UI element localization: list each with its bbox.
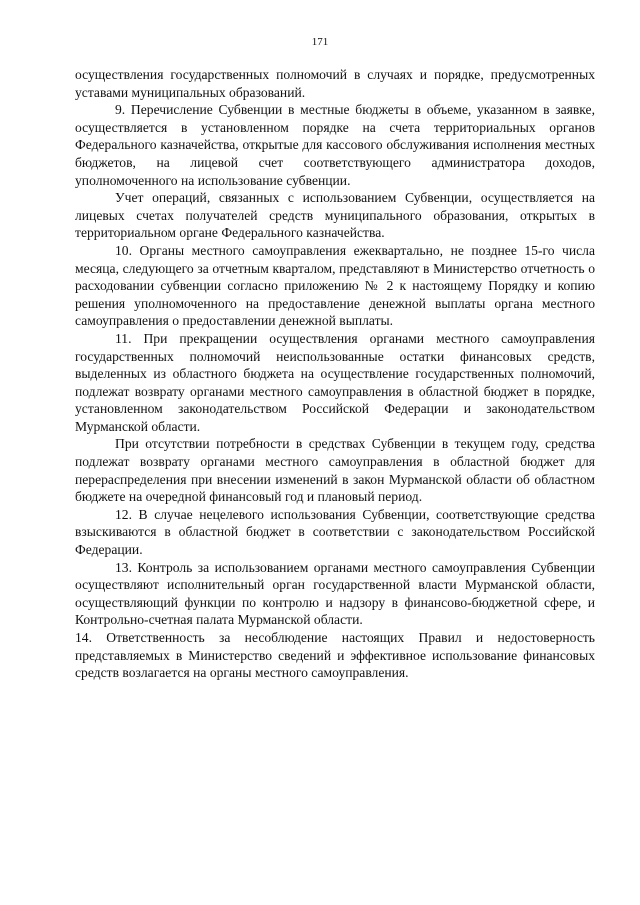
paragraph-continuation: осуществления государственных полномочий в случаях и порядке, предусмотренных уставами муниципальных образований. [75,67,595,100]
paragraph-13: 13. Контроль за использованием органами местного самоуправления Субвенции осуществляют исполнительный орган государственной власти Мурманской области, осуществляющий функции по контролю и надзору в финансово-бюджетной сфере, и Контрольно-счетная палата Мурманской области. [75,559,595,628]
document-body [75,66,595,682]
page-number: 171 [311,36,329,48]
paragraph-accounting: Учет операций, связанных с использованием Субвенции, осуществляется на лицевых счетах получателей средств муниципального образования, открытых в территориальном органе Федерального казначейства. [75,190,595,241]
paragraph-11: 11. При прекращении осуществления органами местного самоуправления государственных полномочий неиспользованные остатки финансовых средств, выделенных из областного бюджета на осуществление государственных полномочий, подлежат возврату органами местного самоуправления в областной бюджет в порядке, установленном законодательством Российской Федерации и законодательством Мурманской области. [75,330,595,434]
paragraph-return: При отсутствии потребности в средствах Субвенции в текущем году, средства подлежат возврату органами местного самоуправления в областной бюджет для перераспределения при внесении изменений в закон Мурманской области об областном бюджете на очередной финансовый год и плановый период. [75,436,595,505]
paragraph-10: 10. Органы местного самоуправления ежеквартально, не позднее 15-го числа месяца, следующего за отчетным кварталом, представляют в Министерство отчетность о расходовании субвенции согласно приложению № 2 к настоящему Порядку и копию решения уполномоченного на предоставление денежной выплаты органа местного самоуправления о предоставлении денежной выплаты. [75,242,595,329]
paragraph-12: 12. В случае нецелевого использования Субвенции, соответствующие средства взыскиваются в областной бюджет в соответствии с законодательством Российской Федерации. [75,506,595,558]
paragraph-9: 9. Перечисление Субвенции в местные бюджеты в объеме, указанном в заявке, осуществляется в установленном порядке на счета территориальных органов Федерального казначейства, открытые для кассового обслуживания исполнения местных бюджетов, на лицевой счет соответствующего администратора доходов, уполномоченного на использование субвенции. [75,102,595,188]
paragraph-14: 14. Ответственность за несоблюдение настоящих Правил и недостоверность представляемых в Министерство сведений и эффективное использование финансовых средств возлагается на органы местного самоуправления. [75,630,595,681]
